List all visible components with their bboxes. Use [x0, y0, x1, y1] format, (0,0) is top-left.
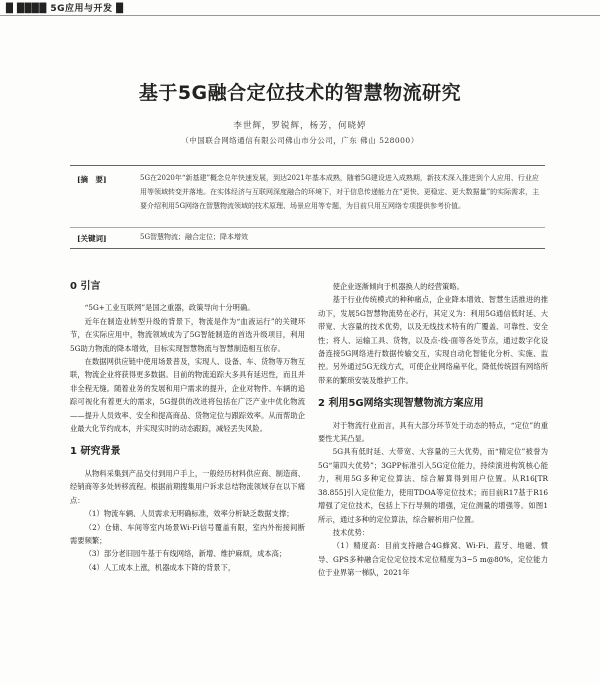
- left-column: [70, 280, 305, 574]
- body-paragraph: 对于物流行业而言，具有大部分环节处于动态的特点，“定位”的重要性尤其凸显。: [318, 420, 548, 444]
- paper-title: 基于5G融合定位技术的智慧物流研究: [138, 82, 462, 104]
- abstract-label: [摘 要]: [77, 175, 107, 184]
- abstract-block: [70, 165, 545, 250]
- body-paragraph: 在数据网供应链中使用场景普及，实现人、设备、车、货物等万物互联，物流企业将获得更多数据。目前的物流追踪大多具有延迟性，而且并非全程无缝。随着业务的发展和用户需求的提升，企业对物件、车辆的追踪可视化有着更大的需求，5G提供的改进将包括在广泛产业中优化物流——提升人员效率、安全和提高商品、货物定位与跟踪效率。从而帮助企业最大化节约成本，并实现实时的动态跟踪，减轻丢失风险。: [70, 357, 305, 434]
- body-paragraph: “5G+工业互联网”是国之重器，政策导向十分明确。: [84, 303, 255, 313]
- abstract-text: 5G在2020年“新基建”概念兑年快速发展，到达2021年基本成熟，随着5G建设进入成熟期，新技术深入推进到个人应用、行业应用等领域转变并落地。在实体经济与互联网深度融合的环境下，对于信息传递能力在“更快、更稳定、更大数据量”的实际需求，主要介绍利用5G网络在智慧物流领域的技术原理、场景应用等专题，为目前只用互网络专项提供参考价值。: [140, 174, 540, 210]
- running-head-text: █ ████ 5G应用与开发 █: [6, 4, 124, 14]
- section-heading: 1 研究背景: [70, 446, 121, 458]
- body-paragraph: （1）精度高：目前支持融合4G蜂窝、Wi-Fi、蓝牙、地磁、惯导、GPS多种融合定位定位技术定位精度为3~5 m@80%，定位能力位于业界第一梯队，2021年: [318, 541, 548, 578]
- body-paragraph: 5G具有低时延、大带宽、大容量的三大优势，而“精定位”被誉为5G“第四大优势”；3GPP标准引入5G定位能力，持续演进构筑核心能力，利用5G多种定位算法、综合解算得到用户位置。从R16[TR 38.855]引入定位能力，使用TDOA等定位技术；而目前R17基于R16增强了定位技术，包括上下行导频的增强，定位测量的增强等。如图1所示，通过多种的定位算法，综合解析用户位置。: [318, 447, 548, 524]
- author-list: 李世辉，罗锐辉，杨芳，何晓婷: [233, 121, 367, 131]
- keywords-text: 5G智慧物流；融合定位；降本增效: [140, 233, 249, 241]
- running-header: [0, 0, 600, 14]
- body-paragraph: 从物料采集到产品交付到用户手上，一般经历材料供应商、制造商、经销商等多处转移流程。根据前期搜集用户诉求总结物流领域存在以下痛点：: [70, 468, 305, 505]
- section-heading: 0 引言: [70, 281, 101, 292]
- body-paragraph: （2）仓储、车间等室内场景Wi-Fi信号覆盖有限，室内外衔接间断需要频繁；: [70, 522, 305, 545]
- keywords-label: [关键词]: [77, 234, 107, 243]
- abstract-mid-rule: [70, 227, 545, 228]
- body-paragraph: 近年在制造业转型升级的背景下，物流是作为“血液运行”的关键环节，在实际应用中，物流领域成为了5G智能制造的首选升级项目，利用5G助力物流的降本增效，目标实现智慧物流与智慧制造相互依存。: [70, 316, 305, 353]
- right-column: [318, 280, 548, 580]
- body-paragraph: 使企业逐渐倾向于机器换人的经营策略。: [332, 282, 464, 291]
- section-heading: 2 利用5G网络实现智慧物流方案应用: [318, 398, 484, 410]
- author-affiliation: （中国联合网络通信有限公司佛山市分公司，广东 佛山 528000）: [181, 136, 419, 145]
- abstract-bottom-rule: [70, 248, 545, 249]
- body-paragraph: （4）人工成本上涨，机器成本下降的背景下，: [84, 562, 236, 572]
- body-paragraph: 基于行业传统模式的种种痛点，企业降本增效、智慧生活推进的推动下，发展5G智慧物流势在必行，其定义为：利用5G通信低时延、大带宽、大容量的技术优势，以及无线技术特有的广覆盖、可靠性、安全性；将人、运输工具、货物，以及点-线-面等各处节点，通过数字化设备连接5G网络进行数据传输交互，实现自动化智能化分析、实施、监控。另外通过5G无线方式，可使企业网络扁平化，降低传统固有网络所带来的繁琐安装及维护工作。: [318, 295, 548, 385]
- header-divider: [0, 15, 600, 16]
- body-paragraph: （3）部分老旧园牛基于有线网络，新增、维护麻烦，成本高；: [84, 549, 287, 559]
- abstract-top-rule: [70, 165, 545, 166]
- body-paragraph: 技术优势：: [332, 527, 370, 537]
- body-paragraph: （1）物流车辆、人员需求无明确标准，效率分析缺乏数据支撑；: [84, 509, 294, 519]
